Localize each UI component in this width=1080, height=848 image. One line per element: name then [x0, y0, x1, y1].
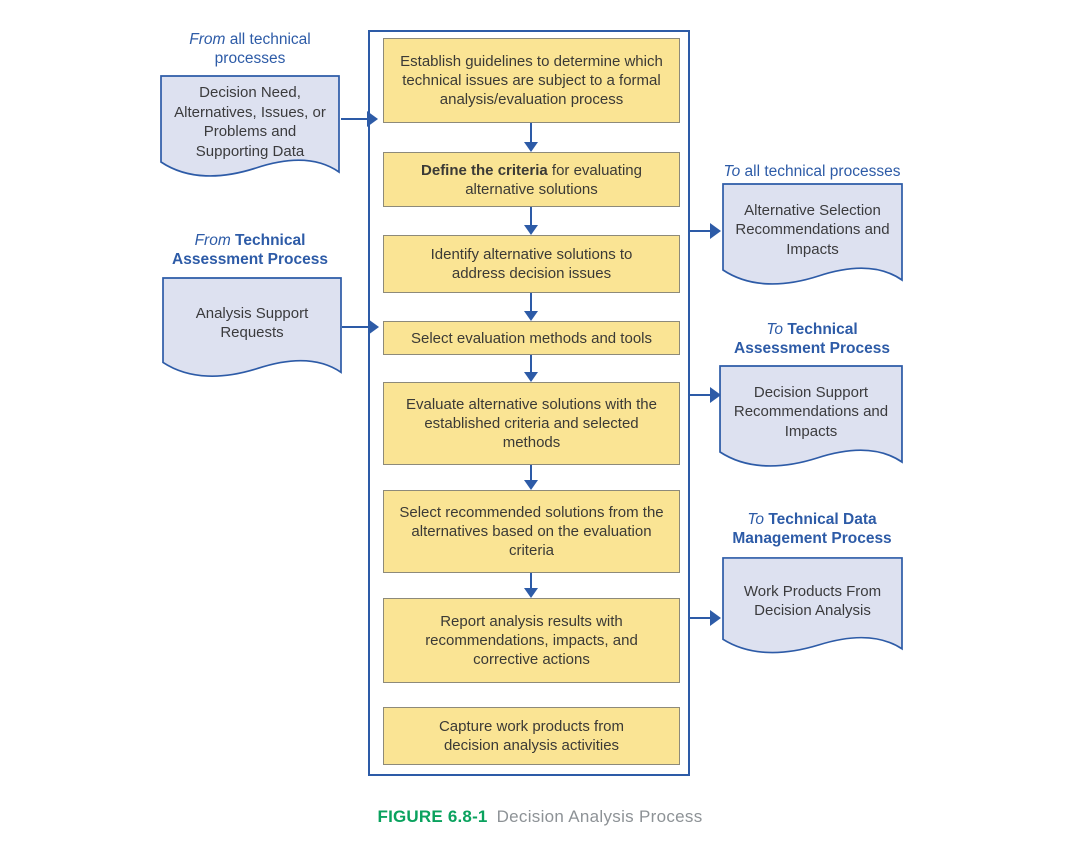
arrow-stem — [690, 230, 712, 233]
output-target-label-technical-data-management-process: To Technical Data Management Process — [732, 511, 892, 547]
arrow-head — [367, 111, 378, 127]
output-document-decision-support — [719, 365, 903, 477]
output-document-work-products — [722, 557, 903, 663]
arrow-step1-to-step2-icon — [524, 123, 539, 152]
process-step-2: Define the criteria for evaluating alternative solutions — [383, 152, 680, 207]
arrow-head — [524, 142, 538, 152]
output-target-label-technical-assessment-process: To Technical Assessment Process — [734, 321, 890, 357]
arrow-head — [524, 480, 538, 490]
arrow-step2-to-step3-icon — [524, 207, 539, 235]
arrow-process-to-output1-icon — [690, 223, 721, 239]
arrow-head — [524, 311, 538, 321]
arrow-head — [524, 588, 538, 598]
input-source-label-technical-assessment-process: From Technical Assessment Process — [172, 232, 328, 268]
arrow-head — [524, 225, 538, 235]
input-document-analysis-support-requests — [162, 277, 342, 387]
process-step-8: Capture work products from decision analysis activities — [383, 707, 680, 765]
arrow-process-to-output2-icon — [690, 387, 721, 403]
arrow-step6-to-step7-icon — [524, 573, 539, 598]
arrow-step4-to-step5-icon — [524, 355, 539, 382]
arrow-input1-to-process-icon — [341, 111, 378, 127]
output-target-label-all-technical-processes: To all technical processes — [723, 163, 901, 180]
arrow-step3-to-step4-icon — [524, 293, 539, 321]
arrow-input2-to-process-icon — [342, 319, 379, 335]
process-step-7: Report analysis results with recommendations, impacts, and corrective actions — [383, 598, 680, 683]
input-source-label-all-technical-processes: From all technical processes — [189, 31, 311, 67]
arrow-stem — [530, 293, 533, 312]
output-document-alternative-selection — [722, 183, 903, 295]
arrow-step5-to-step6-icon — [524, 465, 539, 490]
process-step-4: Select evaluation methods and tools — [383, 321, 680, 355]
document-text: Work Products From Decision Analysis — [743, 582, 882, 619]
arrow-stem — [530, 123, 533, 143]
document-text: Decision Support Recommendations and Impacts — [733, 383, 889, 440]
arrow-stem — [690, 617, 712, 620]
arrow-stem — [690, 394, 712, 397]
figure-title: Decision Analysis Process — [496, 807, 703, 826]
arrow-head — [524, 372, 538, 382]
arrow-head — [710, 223, 721, 239]
arrow-stem — [530, 355, 533, 373]
arrow-head — [710, 610, 721, 626]
process-step-3: Identify alternative solutions to address decision issues — [383, 235, 680, 293]
arrow-stem — [342, 326, 370, 329]
document-text: Analysis Support Requests — [195, 304, 309, 341]
process-step-1: Establish guidelines to determine which technical issues are subject to a formal analysis/evaluation process — [383, 38, 680, 123]
arrow-stem — [530, 465, 533, 481]
process-step-5: Evaluate alternative solutions with the established criteria and selected methods — [383, 382, 680, 465]
document-text: Alternative Selection Recommendations and Impacts — [735, 201, 890, 258]
document-text: Decision Need, Alternatives, Issues, or Problems and Supporting Data — [174, 84, 326, 160]
arrow-stem — [530, 573, 533, 589]
figure-number: FIGURE 6.8-1 — [377, 807, 488, 826]
figure-caption — [0, 806, 1080, 828]
input-document-decision-need — [160, 75, 340, 187]
arrow-head — [368, 319, 379, 335]
arrow-stem — [530, 207, 533, 226]
arrow-stem — [341, 118, 369, 121]
process-step-6: Select recommended solutions from the alternatives based on the evaluation criteria — [383, 490, 680, 573]
arrow-process-to-output3-icon — [690, 610, 721, 626]
